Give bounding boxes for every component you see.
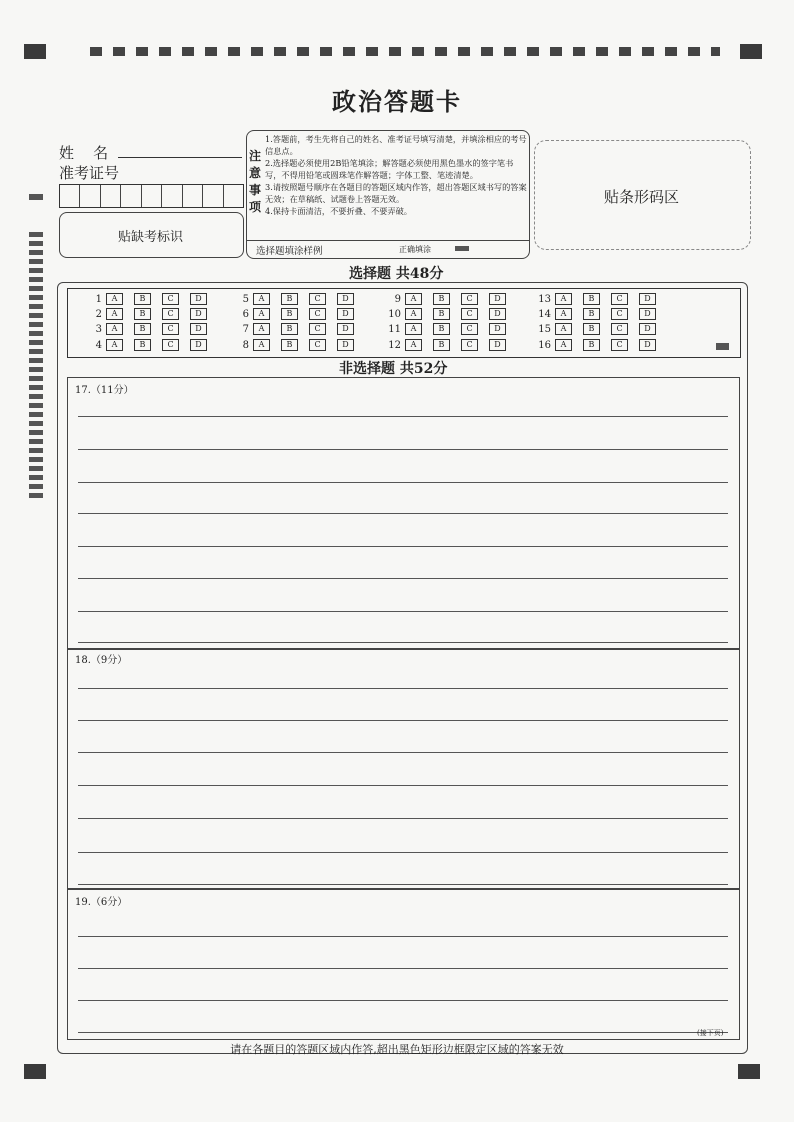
mc-question-number: 5 — [242, 293, 249, 305]
mc-question-row — [86, 308, 207, 320]
answer-line — [78, 968, 728, 969]
mc-question-number: 2 — [95, 308, 102, 320]
notes-heading: 注意事项 — [249, 149, 262, 214]
name-label: 姓 名 — [59, 144, 109, 162]
mc-question-row — [535, 293, 656, 305]
mc-option-bubble[interactable]: D — [190, 339, 207, 351]
mc-option-bubble[interactable]: D — [639, 293, 656, 305]
mc-option-bubble[interactable]: B — [433, 339, 450, 351]
mc-option-bubble[interactable]: A — [253, 323, 270, 335]
mc-option-bubble[interactable]: A — [555, 339, 572, 351]
mc-option-bubble[interactable]: A — [106, 308, 123, 320]
mc-question-row — [535, 323, 656, 335]
footer-warning: 请在各题目的答题区域内作答,超出黑色矩形边框限定区域的答案无效 — [230, 1043, 564, 1056]
answer-line — [78, 546, 728, 547]
registration-mark-top-left — [24, 44, 46, 59]
answer-line — [78, 611, 728, 612]
mc-option-bubble[interactable]: B — [134, 323, 151, 335]
mc-question-row — [86, 293, 207, 305]
mc-question-number: 3 — [95, 323, 102, 335]
mc-option-bubble[interactable]: C — [461, 308, 478, 320]
answer-line — [78, 1000, 728, 1001]
mc-option-bubble[interactable]: C — [611, 339, 628, 351]
mc-option-bubble[interactable]: B — [281, 323, 298, 335]
q19-label: 19.（6分） — [75, 897, 128, 908]
mc-option-bubble[interactable]: D — [337, 339, 354, 351]
mc-option-bubble[interactable]: C — [162, 293, 179, 305]
mc-question-row — [86, 323, 207, 335]
answer-line — [78, 578, 728, 579]
answer-line — [78, 884, 728, 885]
mc-question-number: 10 — [388, 308, 401, 320]
nonmc-section-title: 非选择题 共52分 — [339, 361, 448, 377]
mc-question-row — [385, 339, 506, 351]
mc-option-bubble[interactable]: C — [309, 293, 326, 305]
answer-line — [78, 936, 728, 937]
mc-question-number: 16 — [538, 339, 551, 351]
mc-question-row — [233, 339, 354, 351]
mc-option-bubble[interactable]: B — [583, 323, 600, 335]
q19-answer-area[interactable] — [67, 888, 740, 1040]
mc-option-bubble[interactable]: A — [253, 308, 270, 320]
mc-option-bubble[interactable]: B — [433, 323, 450, 335]
mc-option-bubble[interactable]: B — [134, 293, 151, 305]
barcode-label: 贴条形码区 — [603, 188, 679, 206]
mc-option-bubble[interactable]: D — [190, 293, 207, 305]
correct-fill-label: 正确填涂 — [399, 245, 431, 254]
answer-line — [78, 818, 728, 819]
mc-question-row — [385, 308, 506, 320]
mc-option-bubble[interactable]: D — [337, 323, 354, 335]
note-item: 1.答题前，考生先将自己的姓名、准考证号填写清楚，并填涂相应的考号信息点。 — [265, 134, 527, 156]
answer-line — [78, 720, 728, 721]
mc-option-bubble[interactable]: C — [461, 339, 478, 351]
mc-question-row — [535, 308, 656, 320]
note-item: 4.保持卡面清洁，不要折叠、不要弄破。 — [265, 206, 412, 216]
mc-question-number: 1 — [95, 293, 102, 305]
mc-option-bubble[interactable]: B — [134, 339, 151, 351]
mc-option-bubble[interactable]: A — [405, 339, 422, 351]
mc-option-bubble[interactable]: D — [190, 323, 207, 335]
mc-question-number: 7 — [242, 323, 249, 335]
mc-question-row — [535, 339, 656, 351]
mc-section-title: 选择题 共48分 — [349, 266, 444, 282]
notes-text — [265, 133, 527, 217]
registration-mark-top-right — [740, 44, 762, 59]
name-field[interactable] — [118, 141, 242, 158]
mc-option-bubble[interactable]: C — [611, 323, 628, 335]
mc-option-bubble[interactable]: C — [461, 323, 478, 335]
mc-option-bubble[interactable]: D — [639, 339, 656, 351]
notes-divider — [246, 240, 529, 241]
mc-option-bubble[interactable]: B — [583, 339, 600, 351]
answer-line — [78, 752, 728, 753]
fill-sample-label: 选择题填涂样例 — [256, 246, 323, 257]
note-item: 2.选择题必须使用2B铅笔填涂；解答题必须使用黑色墨水的签字笔书写，不得用铅笔或圆珠笔作解答题；字体工整、笔迹清楚。 — [265, 158, 514, 180]
answer-line — [78, 1032, 728, 1033]
mc-option-bubble[interactable]: C — [309, 339, 326, 351]
mc-option-bubble[interactable]: A — [405, 293, 422, 305]
mc-question-number: 13 — [538, 293, 551, 305]
answer-line — [78, 416, 728, 417]
q18-label: 18.（9分） — [75, 655, 128, 666]
correct-fill-mark — [455, 246, 469, 251]
mc-option-bubble[interactable]: A — [106, 323, 123, 335]
mc-option-bubble[interactable]: B — [281, 339, 298, 351]
mc-option-bubble[interactable]: C — [162, 323, 179, 335]
mc-option-bubble[interactable]: D — [337, 308, 354, 320]
mc-option-bubble[interactable]: D — [489, 339, 506, 351]
q18-answer-area[interactable] — [67, 648, 740, 890]
mc-option-bubble[interactable]: D — [489, 293, 506, 305]
mc-option-bubble[interactable]: A — [253, 339, 270, 351]
mc-option-bubble[interactable]: B — [433, 308, 450, 320]
mc-question-number: 4 — [95, 339, 102, 351]
mc-option-bubble[interactable]: A — [555, 323, 572, 335]
mc-question-number: 12 — [388, 339, 401, 351]
answer-line — [78, 642, 728, 643]
registration-mark-bottom-right — [738, 1064, 760, 1079]
mc-option-bubble[interactable]: A — [253, 293, 270, 305]
mc-option-bubble[interactable]: A — [405, 308, 422, 320]
mc-option-bubble[interactable]: A — [555, 293, 572, 305]
mc-question-row — [385, 293, 506, 305]
mc-option-bubble[interactable]: C — [611, 308, 628, 320]
timing-mark-side — [29, 194, 43, 200]
timing-marks-side — [29, 232, 43, 502]
id-label: 准考证号 — [59, 164, 120, 182]
mc-end-mark — [716, 343, 729, 350]
answer-line — [78, 785, 728, 786]
mc-option-bubble[interactable]: A — [405, 323, 422, 335]
mc-option-bubble[interactable]: B — [583, 308, 600, 320]
mc-option-bubble[interactable]: D — [190, 308, 207, 320]
mc-option-bubble[interactable]: C — [162, 308, 179, 320]
mc-option-bubble[interactable]: C — [162, 339, 179, 351]
mc-option-bubble[interactable]: C — [309, 323, 326, 335]
mc-option-bubble[interactable]: A — [106, 339, 123, 351]
q17-label: 17.（11分） — [75, 385, 134, 396]
mc-option-bubble[interactable]: D — [489, 308, 506, 320]
mc-question-row — [233, 293, 354, 305]
mc-option-bubble[interactable]: D — [489, 323, 506, 335]
answer-line — [78, 482, 728, 483]
mc-question-row — [233, 308, 354, 320]
mc-question-number: 6 — [242, 308, 249, 320]
id-number-grid[interactable] — [59, 184, 244, 208]
answer-line — [78, 688, 728, 689]
mc-question-number: 15 — [538, 323, 551, 335]
registration-mark-bottom-left — [24, 1064, 46, 1079]
mc-question-number: 11 — [388, 323, 401, 335]
mc-option-bubble[interactable]: C — [461, 293, 478, 305]
absence-sticker-label: 贴缺考标识 — [117, 230, 183, 245]
note-item: 3.请按照题号顺序在各题目的答题区域内作答，超出答题区域书写的答案无效；在草稿纸、试题卷上答题无效。 — [265, 182, 527, 204]
mc-question-number: 8 — [242, 339, 249, 351]
mc-option-bubble[interactable]: B — [433, 293, 450, 305]
mc-option-bubble[interactable]: D — [639, 323, 656, 335]
answer-line — [78, 449, 728, 450]
mc-option-bubble[interactable]: B — [281, 308, 298, 320]
mc-question-row — [385, 323, 506, 335]
mc-question-row — [233, 323, 354, 335]
timing-marks-top — [90, 47, 720, 56]
mc-question-number: 14 — [538, 308, 551, 320]
mc-option-bubble[interactable]: B — [134, 308, 151, 320]
next-page-note: (接下页) — [697, 1029, 724, 1037]
mc-question-number: 9 — [394, 293, 401, 305]
mc-option-bubble[interactable]: B — [583, 293, 600, 305]
answer-line — [78, 513, 728, 514]
mc-question-row — [86, 339, 207, 351]
mc-option-bubble[interactable]: C — [309, 308, 326, 320]
mc-option-bubble[interactable]: A — [106, 293, 123, 305]
answer-line — [78, 852, 728, 853]
mc-option-bubble[interactable]: D — [639, 308, 656, 320]
mc-option-bubble[interactable]: C — [611, 293, 628, 305]
page-title: 政治答题卡 — [332, 87, 462, 116]
mc-option-bubble[interactable]: D — [337, 293, 354, 305]
mc-option-bubble[interactable]: B — [281, 293, 298, 305]
mc-option-bubble[interactable]: A — [555, 308, 572, 320]
